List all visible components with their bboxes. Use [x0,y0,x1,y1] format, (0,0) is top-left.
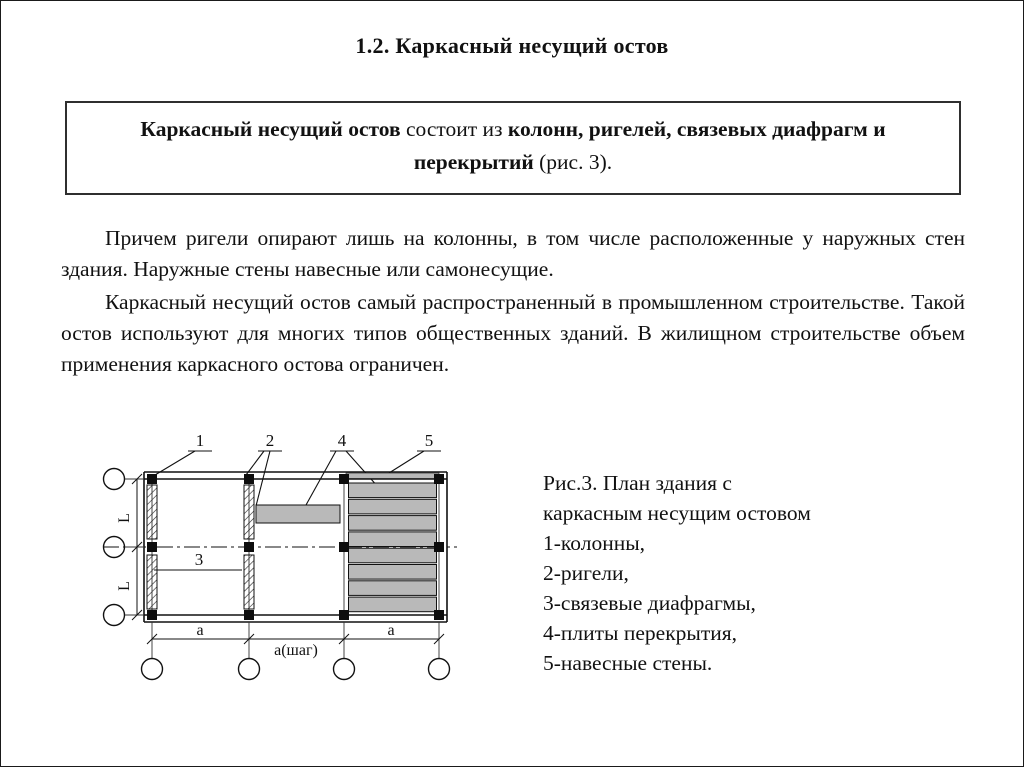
dimension-label-a-step: а(шаг) [274,642,318,659]
building-plan-diagram [89,428,481,682]
legend-item: 4-плиты перекрытия, [543,621,738,645]
callout-3-label: 3 [194,550,204,569]
axis-circle [429,659,450,680]
axis-circle [239,659,260,680]
dimension-label-L-upper: L [116,513,133,523]
paragraph: Каркасный несущий остов самый распространенный в промышленном строительстве. Такой остов используют для многих типов общественных зданий. В жилищном строительстве объем применения каркасного остова ограничен. [61,290,965,376]
callout-5-label: 5 [424,431,434,450]
axis-circle [142,659,163,680]
curtain-wall-band [346,473,439,479]
legend-item: 5-навесные стены. [543,651,713,675]
definition-bold-list: колонн, ригелей, связевых диафрагм и перекрытий [413,117,886,174]
definition-regular-mid: состоит из [405,117,508,141]
axis-circle [104,605,125,626]
legend-item: 1-колонны, [543,531,646,555]
paragraph: Причем ригели опирают лишь на колонны, в том числе расположенные у наружных стен здания. Наружные стены навесные или самонесущие. [61,226,965,281]
definition-bold-lead: Каркасный несущий остов [140,117,406,141]
definition-regular-tail: (рис. 3). [539,150,613,174]
callout-3 [154,550,242,570]
dimension-label-L-lower: L [116,581,133,591]
caption-line: Рис.3. План здания с [543,471,732,495]
figure [89,428,993,682]
callout-4-label: 4 [337,431,347,450]
definition-box [65,101,961,195]
callout-2-label: 2 [265,431,275,450]
dimension-label-a-left: а [196,622,204,639]
callout-1 [155,431,212,475]
callout-5 [389,431,441,473]
callout-1-label: 1 [195,431,205,450]
dimension-label-a-right: а [387,622,395,639]
page-title: 1.2. Каркасный несущий остов [355,33,669,58]
figure-caption [543,468,811,682]
legend-item: 2-ригели, [543,561,629,585]
body-text [61,223,965,380]
caption-line: каркасным несущим остовом [543,501,811,525]
bottom-dimension [142,622,450,680]
legend-item: 3-связевые диафрагмы, [543,591,756,615]
axis-circle [334,659,355,680]
axis-circle [104,469,125,490]
